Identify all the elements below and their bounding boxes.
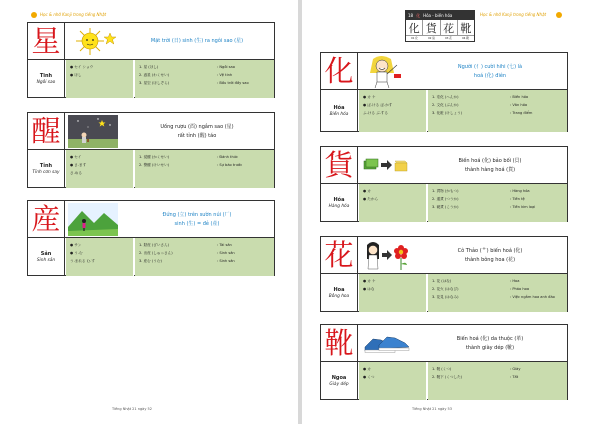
meaning-cell xyxy=(28,238,65,276)
vocab-row xyxy=(139,257,272,265)
mountain-girl-illustration xyxy=(68,203,118,236)
vocab-meaning: : Việc ngắm hoa anh đào xyxy=(510,295,555,299)
hanviet-reading: Tinh xyxy=(39,73,53,79)
kanji-card-sei-awake xyxy=(27,112,275,188)
kanji-box xyxy=(28,113,65,150)
mini-kanji: 貨 xyxy=(423,20,440,35)
vocab-word: 2. 文化 (ぶんか) xyxy=(432,103,459,107)
vocab-word: 1. 靴 (くつ) xyxy=(432,367,452,371)
vocab-meaning: : Sinh sản xyxy=(217,259,235,263)
vocabulary-cell xyxy=(135,238,274,276)
meaning-cell xyxy=(321,274,358,312)
vocab-meaning: : Sinh sản xyxy=(217,251,235,255)
mnemonic-sentence xyxy=(122,204,272,235)
vocab-word: 2. 出産 (しゅっさん) xyxy=(139,251,173,255)
readings-cell xyxy=(359,362,427,400)
vocab-meaning: : Văn hóa xyxy=(510,103,528,107)
vocab-meaning: : Bầu trời đầy sao xyxy=(217,81,249,85)
vocab-row xyxy=(139,79,272,87)
meaning-cell xyxy=(321,362,358,400)
sun-star-illustration xyxy=(68,25,118,58)
vocab-row xyxy=(139,63,272,71)
vocab-word: 1. 変化 (へんか) xyxy=(432,95,459,99)
reading-line: ● たから xyxy=(363,197,379,201)
hanviet-reading: Sản xyxy=(40,251,52,257)
readings-cell xyxy=(66,150,134,188)
mnemonic-line: rất tỉnh (醒) táo xyxy=(177,132,217,139)
vocab-row xyxy=(432,195,565,203)
vocab-meaning: : Pháo hoa xyxy=(510,287,530,291)
lesson-title: Hóa - biến hóa xyxy=(423,13,453,18)
mnemonic-sentence xyxy=(415,240,565,271)
mnemonic-line: thành bông hoa (花) xyxy=(464,256,516,263)
vocabulary-cell xyxy=(135,60,274,98)
vocabulary-cell xyxy=(428,90,567,132)
lesson-header xyxy=(405,10,475,42)
girl-to-flower-illustration xyxy=(361,239,411,272)
readings-cell xyxy=(359,274,427,312)
right-page xyxy=(302,0,600,424)
vocab-meaning: : Trang điểm xyxy=(510,111,533,115)
reading-line: ● セイ ショウ xyxy=(70,65,94,69)
kanji-card-kutsu xyxy=(320,324,568,400)
reading-line: ● さ.ます xyxy=(70,163,87,167)
vietnamese-meaning: Hàng hóa xyxy=(328,204,350,209)
vietnamese-meaning: Sinh sản xyxy=(36,258,56,263)
kanji-box xyxy=(321,237,358,274)
vocab-word: 3. 化粧 (けしょう) xyxy=(432,111,463,115)
vocab-row xyxy=(432,203,565,211)
reading-line: ● カ xyxy=(363,367,371,371)
vocabulary-cell xyxy=(428,274,567,312)
reading-line: ふ.ける ぶ.する xyxy=(363,111,388,115)
kanji-card-ka xyxy=(320,52,568,132)
mini-number: 03 花 xyxy=(445,37,452,40)
vocab-row xyxy=(432,93,565,101)
meaning-cell xyxy=(321,90,358,132)
vocab-row xyxy=(432,109,565,117)
hanviet-reading: Hoa xyxy=(333,287,345,293)
mini-kanji: 花 xyxy=(441,20,458,35)
vocab-meaning: : Tiền tệ xyxy=(510,197,525,201)
vocab-row xyxy=(432,293,565,301)
mini-number: 02 貨 xyxy=(428,37,435,40)
mini-kanji: 化 xyxy=(406,20,423,35)
kanji-char: 星 xyxy=(31,24,61,58)
vocab-word: 1. 星 (ほし) xyxy=(139,65,159,69)
mnemonic-line: Biến hoá (化) da thuộc (革) xyxy=(456,336,524,342)
readings-cell xyxy=(359,184,427,222)
mnemonic-line: Người (亻) cười hihi (七) là xyxy=(457,64,523,70)
kanji-box xyxy=(321,53,358,90)
meaning-cell xyxy=(28,60,65,98)
kanji-char: 醒 xyxy=(31,114,61,148)
vocab-row xyxy=(139,249,272,257)
vietnamese-meaning: Bông hoa xyxy=(328,294,350,299)
mnemonic-sentence xyxy=(122,116,272,147)
kanji-card-san xyxy=(27,200,275,276)
vocab-word: 2. 花火 (はなび) xyxy=(432,287,459,291)
vocab-meaning: : Tài sản xyxy=(217,243,232,247)
kanji-char: 化 xyxy=(324,54,354,88)
vocab-meaning: : Đánh thức xyxy=(217,155,238,159)
header-book-title: Học & nhớ Kanji trong tiếng Nhật xyxy=(40,12,107,17)
vocab-meaning: : Tiền kim loại xyxy=(510,205,536,209)
vocab-row xyxy=(139,153,272,161)
reading-line: ● ば.ける ば.かす xyxy=(363,103,393,107)
kanji-box xyxy=(321,325,358,362)
reading-line: さ.める xyxy=(70,171,82,175)
kanji-char: 靴 xyxy=(324,326,354,360)
kanji-card-hana xyxy=(320,236,568,312)
vocab-meaning: : Tất xyxy=(510,375,519,379)
kanji-box xyxy=(321,147,358,184)
shoes-illustration xyxy=(361,327,411,360)
vocab-row xyxy=(432,365,565,373)
vocab-word: 1. 覚醒 (かくせい) xyxy=(139,155,170,159)
vocab-word: 3. 産む (うむ) xyxy=(139,259,162,263)
vocab-row xyxy=(432,277,565,285)
mnemonic-line: Mặt trời (日) sinh (生) ra ngôi sao (星) xyxy=(150,38,244,45)
reading-line: ● ほし xyxy=(70,73,82,77)
mnemonic-line: Uống rượu (酉) ngắm sao (星) xyxy=(160,124,234,130)
vocab-word: 1. 財産 (ざいさん) xyxy=(139,243,170,247)
vocab-meaning: : Hoa xyxy=(510,279,520,283)
vocabulary-cell xyxy=(428,362,567,400)
vietnamese-meaning: Tỉnh cơn say xyxy=(32,170,60,175)
kanji-char: 花 xyxy=(324,238,354,272)
mnemonic-sentence xyxy=(415,150,565,181)
night-sky-drinker-illustration xyxy=(68,115,118,148)
header-book-title: Học & nhớ Kanji trong tiếng Nhật xyxy=(480,12,547,17)
vocab-meaning: : Sự báo trước xyxy=(217,163,243,167)
meaning-cell xyxy=(321,184,358,222)
vocab-row xyxy=(432,101,565,109)
vocab-word: 2. 警醒 (けいせい) xyxy=(139,163,170,167)
header-dot-icon xyxy=(31,12,37,18)
meaning-cell xyxy=(28,150,65,188)
reading-line: ● う.む xyxy=(70,251,83,255)
mnemonic-line: thành hàng hoá (貨) xyxy=(464,166,516,173)
reading-line: ● セイ xyxy=(70,155,82,159)
page-footer-right: Tiếng Nhật 21 ngày 53 xyxy=(412,407,452,411)
mnemonic-line: Đứng (立) trên sườn núi (厂) xyxy=(162,212,232,218)
vocabulary-cell xyxy=(428,184,567,222)
kanji-card-sei xyxy=(27,22,275,98)
vocab-word: 3. 星空 (ほしぞら) xyxy=(139,81,170,85)
readings-cell xyxy=(66,238,134,276)
mnemonic-line: Cô Thảo (艹) biến hoá (化) xyxy=(457,248,523,254)
readings-cell xyxy=(359,90,427,132)
mnemonic-line: Biến hoá (化) bảo bối (貝) xyxy=(458,158,522,164)
hanviet-reading: Hóa xyxy=(333,197,345,203)
kanji-char: 貨 xyxy=(324,148,354,182)
vocab-word: 1. 貨物 (かもつ) xyxy=(432,189,459,193)
kanji-box xyxy=(28,23,65,60)
reading-line: う.まれる む.す xyxy=(70,259,95,263)
mnemonic-sentence xyxy=(415,328,565,359)
mnemonic-sentence xyxy=(122,26,272,57)
vocab-row xyxy=(139,241,272,249)
mnemonic-line: hoá (化) điên xyxy=(473,72,507,79)
hanviet-reading: Ngoa xyxy=(331,375,347,381)
vocab-word: 1. 花 (はな) xyxy=(432,279,452,283)
vocab-word: 2. 惑星 (わくせい) xyxy=(139,73,170,77)
readings-cell xyxy=(66,60,134,98)
vocab-row xyxy=(139,161,272,169)
vocab-word: 2. 靴下 (くつした) xyxy=(432,375,463,379)
reading-line: ● はな xyxy=(363,287,375,291)
kanji-char: 産 xyxy=(31,202,61,236)
vocab-word: 2. 通貨 (つうか) xyxy=(432,197,459,201)
mnemonic-line: thành giày dép (靴) xyxy=(465,344,515,351)
reading-line: ● カ ケ xyxy=(363,279,376,283)
kanji-box xyxy=(28,201,65,238)
vocab-row xyxy=(432,187,565,195)
lesson-number: 18 xyxy=(408,13,414,18)
vocab-word: 3. 花見 (はなみ) xyxy=(432,295,459,299)
vocab-meaning: : Hàng hóa xyxy=(510,189,530,193)
vocab-row xyxy=(432,285,565,293)
mini-number: 01 化 xyxy=(411,37,418,40)
lesson-kanji: 化 xyxy=(416,12,421,18)
kanji-card-ka-goods xyxy=(320,146,568,222)
mnemonic-line: sinh (生) = đẻ (産) xyxy=(174,220,220,227)
header-dot-icon xyxy=(556,12,562,18)
vocab-row xyxy=(139,71,272,79)
vocab-meaning: : Biến hóa xyxy=(510,95,529,99)
hanviet-reading: Hóa xyxy=(333,105,345,111)
vocab-row xyxy=(432,373,565,381)
vietnamese-meaning: Ngôi sao xyxy=(36,80,56,85)
hanviet-reading: Tỉnh xyxy=(39,163,53,169)
reading-line: ● カ xyxy=(363,189,371,193)
laughing-woman-illustration xyxy=(361,55,411,88)
reading-line: ● サン xyxy=(70,243,82,247)
page-footer-left: Tiếng Nhật 21 ngày 52 xyxy=(112,407,152,411)
vietnamese-meaning: Giày dép xyxy=(329,382,349,387)
reading-line: ● カ ケ xyxy=(363,95,376,99)
vocab-meaning: : Vệ tinh xyxy=(217,73,233,77)
vocab-meaning: : Giày xyxy=(510,367,521,371)
mini-kanji: 靴 xyxy=(460,22,472,35)
vocab-word: 3. 硬貨 (こうか) xyxy=(432,205,459,209)
vocabulary-cell xyxy=(135,150,274,188)
vietnamese-meaning: Biến hóa xyxy=(329,112,349,117)
vocab-meaning: : Ngôi sao xyxy=(217,65,235,69)
reading-line: ● くつ xyxy=(363,375,375,379)
left-page xyxy=(0,0,298,424)
mnemonic-sentence xyxy=(415,56,565,87)
money-to-goods-illustration xyxy=(361,149,411,182)
mini-number: 04 靴 xyxy=(462,37,469,40)
